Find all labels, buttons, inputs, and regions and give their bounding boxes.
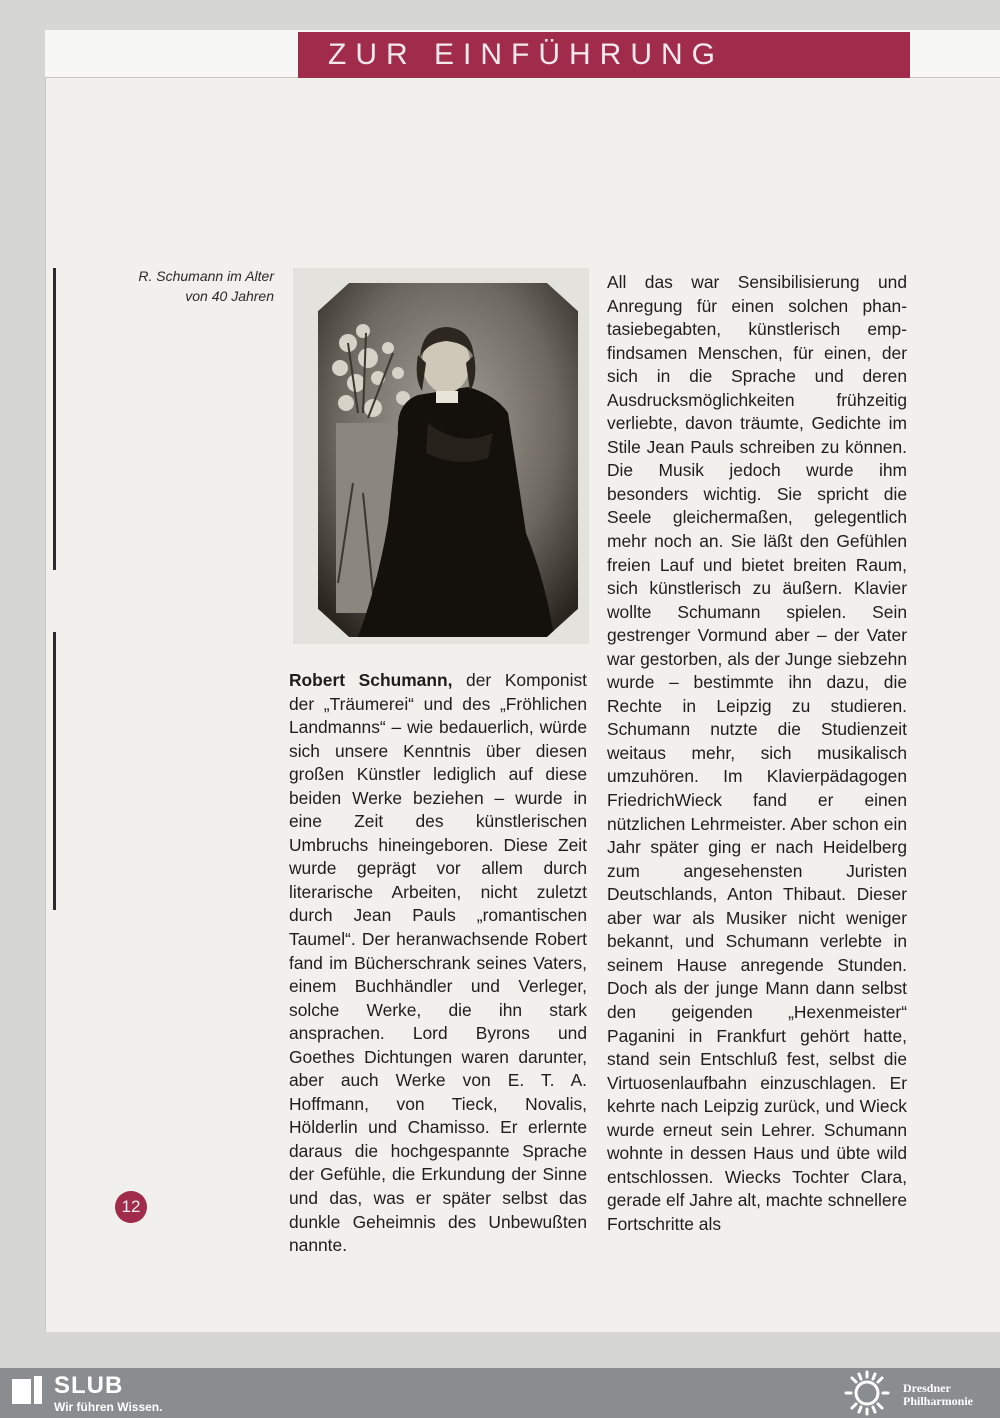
- section-banner: [298, 32, 910, 78]
- article-text-left: der Komponist der „Träumerei“ und des „Fröhlichen Landmanns“ – wie bedauerlich, würde sich unsere Kenntnis über diesen großen Künstler lediglich auf diese beiden Werke beziehen – wurde in eine Zeit des künstlerischen Umbruchs hineingeboren. Diese Zeit wurde geprägt vor allem durch literarische Arbeiten, nicht zuletzt durch Jean Pauls „romantischen Taumel“. Der heranwachsende Robert fand im Bücherschrank seines Vaters, einem Buchhändler und Verleger, solche Werke, die ihn stark ansprachen. Lord Byrons und Goethes Dichtungen waren darunter, aber auch Werke von E. T. A. Hoffmann, von Tieck, Novalis, Hölderlin und Chamisso. Er erlernte daraus die hochgespannte Sprache der Gefühle, die Erkundung der Sinne und das, was er später selbst das dunkle Geheimnis des Unbewußten nannte.: [289, 670, 587, 1256]
- photo-caption-line: von 40 Jahren: [185, 288, 274, 304]
- partner-name-line: Dresdner: [903, 1381, 951, 1395]
- collar: [436, 391, 458, 403]
- schumann-portrait: [318, 283, 578, 637]
- partner-name[interactable]: [903, 1382, 973, 1408]
- article-column-left: [289, 669, 587, 1258]
- partner-name-line: Philharmonie: [903, 1394, 974, 1408]
- section-title: ZUR EINFÜHRUNG: [328, 38, 724, 71]
- article-column-right: [607, 271, 907, 1236]
- library-tagline: Wir führen Wissen.: [54, 1400, 163, 1414]
- library-name[interactable]: SLUB: [54, 1372, 124, 1399]
- article-lead-name: Robert Schumann,: [289, 670, 453, 690]
- page-number: 12: [121, 1197, 141, 1216]
- photo-caption: [100, 266, 274, 306]
- slub-logo-icon[interactable]: [12, 1376, 42, 1404]
- photo-caption-line: R. Schumann im Alter: [138, 268, 274, 284]
- margin-rule: [53, 632, 56, 910]
- margin-rule: [53, 268, 56, 570]
- page-number-badge: [115, 1191, 147, 1223]
- article-text-right: All das war Sensibilisierung und Anregung für einen solchen phantasiebegabten, künstlerisch empfindsamen Menschen, für einen, der sich in die Sprache und deren Ausdrucksmöglichkeiten frühzeitig verliebte, davon träumte, Gedichte im Stile Jean Pauls schreiben zu können. Die Musik jedoch wurde ihm besonders wichtig. Sie spricht die Seele gleichermaßen, gelegentlich mehr noch an. Sie läßt den Gefühlen freien Lauf und bietet breiten Raum, sich künstlerisch zu äußern. Klavier wollte Schumann spielen. Sein gestrenger Vormund aber – der Vater war gestorben, als der Junge siebzehn wurde – bestimmte ihn dazu, die Rechte in Leipzig zu studieren. Schumann nutzte die Studienzeit weitaus mehr, sich musikalisch umzuhören. Im Klavierpädagogen FriedrichWieck fand er einen nützlichen Lehrmeister. Aber schon ein Jahr später ging er nach Heidelberg zum angesehensten Juristen Deutschlands, Anton Thibaut. Dieser aber war als Musiker nicht weniger bekannt, und Schumann verlebte in seinem Hause anregende Stunden. Doch als der junge Mann dann selbst den geigenden „Hexenmeister“ Paganini in Frankfurt gehört hatte, stand sein Entschluß fest, selbst die Virtuosenlaufbahn einzuschlagen. Er kehrte nach Leipzig zurück, und Wieck wurde erneut sein Lehrer. Schumann wohnte in dessen Haus und übte wild entschlossen. Wiecks Tochter Clara, gerade elf Jahre alt, machte schnellere Fortschritte als: [607, 272, 907, 1234]
- portrait-image: [318, 283, 578, 637]
- dresdner-philharmonie-logo-icon[interactable]: [842, 1370, 892, 1416]
- footer-bar: [0, 1368, 1000, 1418]
